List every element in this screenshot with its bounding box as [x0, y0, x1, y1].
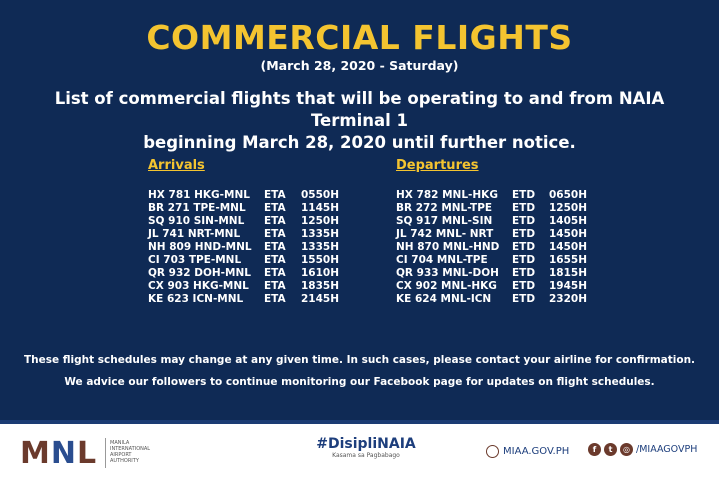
logo-letter-l: L	[76, 436, 98, 471]
flight-row	[148, 254, 345, 267]
flight-row	[148, 293, 345, 306]
arrivals-list	[148, 158, 345, 306]
website-text: MIAA.GOV.PH	[503, 446, 570, 457]
instagram-icon[interactable]: ◎	[620, 443, 633, 456]
departures-list	[396, 158, 593, 306]
flight-type: ETD	[512, 189, 536, 201]
flight-row	[396, 254, 593, 267]
flight-time: 1835H	[301, 280, 340, 292]
flight-row	[148, 280, 345, 293]
flight-type: ETD	[512, 241, 536, 253]
intro-text	[20, 88, 699, 154]
flight-time: 1405H	[549, 215, 588, 227]
flight-time: 1610H	[301, 267, 340, 279]
globe-icon	[486, 445, 499, 458]
flight-row	[396, 189, 593, 202]
flight-code: CI 703 TPE-MNL	[148, 254, 242, 266]
flight-time: 1145H	[301, 202, 340, 214]
flight-type: ETD	[512, 202, 536, 214]
facebook-icon[interactable]: f	[588, 443, 601, 456]
flight-code: SQ 910 SIN-MNL	[148, 215, 245, 227]
flight-type: ETA	[264, 228, 286, 240]
flight-type: ETD	[512, 215, 536, 227]
flight-type: ETA	[264, 267, 286, 279]
flight-code: CX 903 HKG-MNL	[148, 280, 249, 292]
flight-row	[148, 228, 345, 241]
logo-caption: MANILA INTERNATIONAL AIRPORT AUTHORITY	[110, 440, 151, 464]
flight-code: SQ 917 MNL-SIN	[396, 215, 493, 227]
flight-type: ETD	[512, 267, 536, 279]
flight-time: 1450H	[549, 228, 588, 240]
campaign-logo	[296, 436, 436, 459]
flight-time: 1335H	[301, 228, 340, 240]
flight-code: JL 742 MNL- NRT	[396, 228, 494, 240]
flight-row	[396, 202, 593, 215]
flight-time: 1250H	[301, 215, 340, 227]
flight-code: BR 271 TPE-MNL	[148, 202, 246, 214]
flight-type: ETA	[264, 189, 286, 201]
flight-code: CI 704 MNL-TPE	[396, 254, 488, 266]
schedule-change-note: These flight schedules may change at any given time. In such cases, please contact your airline for confirmation.	[23, 354, 696, 366]
flight-row	[148, 189, 345, 202]
facebook-monitor-note: We advice our followers to continue monitoring our Facebook page for updates on flight schedules.	[64, 376, 655, 388]
flight-type: ETA	[264, 202, 286, 214]
flight-code: QR 932 DOH-MNL	[148, 267, 251, 279]
logo-letter-m: M	[20, 436, 51, 471]
flight-type: ETD	[512, 293, 536, 305]
flight-time: 1550H	[301, 254, 340, 266]
flight-type: ETA	[264, 293, 286, 305]
departures-rows	[396, 189, 593, 306]
flight-time: 1945H	[549, 280, 588, 292]
flight-time: 1655H	[549, 254, 588, 266]
flight-code: NH 870 MNL-HND	[396, 241, 500, 253]
flight-code: CX 902 MNL-HKG	[396, 280, 497, 292]
flight-code: NH 809 HND-MNL	[148, 241, 252, 253]
flight-code: JL 741 NRT-MNL	[148, 228, 241, 240]
flight-row	[396, 215, 593, 228]
website-link[interactable]	[486, 445, 569, 458]
flight-row	[148, 267, 345, 280]
social-handle: /MIAAGOVPH	[636, 444, 698, 455]
flight-time: 1815H	[549, 267, 588, 279]
flight-row	[396, 228, 593, 241]
flight-code: KE 624 MNL-ICN	[396, 293, 492, 305]
flight-type: ETD	[512, 228, 536, 240]
flight-type: ETA	[264, 215, 286, 227]
flight-code: HX 782 MNL-HKG	[396, 189, 498, 201]
flight-time: 0550H	[301, 189, 340, 201]
flight-type: ETA	[264, 280, 286, 292]
campaign-hashtag: #DisipliNAIA	[316, 436, 416, 452]
flight-time: 0650H	[549, 189, 588, 201]
flight-time: 2320H	[549, 293, 588, 305]
social-links[interactable]	[588, 443, 697, 456]
flight-row	[396, 241, 593, 254]
flight-row	[396, 280, 593, 293]
flight-row	[148, 241, 345, 254]
flight-row	[396, 267, 593, 280]
flight-row	[148, 215, 345, 228]
flight-time: 1450H	[549, 241, 588, 253]
arrivals-heading: Arrivals	[148, 158, 205, 173]
flight-row	[396, 293, 593, 306]
campaign-tagline: Kasama sa Pagbabago	[332, 452, 400, 459]
flight-type: ETA	[264, 241, 286, 253]
flight-type: ETD	[512, 280, 536, 292]
page-title: COMMERCIAL FLIGHTS	[146, 18, 573, 57]
flight-type: ETD	[512, 254, 536, 266]
flight-code: QR 933 MNL-DOH	[396, 267, 499, 279]
flight-time: 1335H	[301, 241, 340, 253]
departures-heading: Departures	[396, 158, 479, 173]
footer	[0, 424, 719, 480]
flight-row	[148, 202, 345, 215]
flight-time: 1250H	[549, 202, 588, 214]
intro-line-1: List of commercial flights that will be operating to and from NAIA Terminal 1	[54, 89, 665, 130]
intro-line-2: beginning March 28, 2020 until further notice.	[143, 133, 576, 152]
flight-time: 2145H	[301, 293, 340, 305]
logo-letter-n: N	[50, 436, 77, 471]
arrivals-rows	[148, 189, 345, 306]
twitter-icon[interactable]: t	[604, 443, 617, 456]
flight-code: KE 623 ICN-MNL	[148, 293, 244, 305]
mnl-logo	[20, 436, 97, 471]
logo-divider	[105, 438, 106, 468]
flight-code: HX 781 HKG-MNL	[148, 189, 250, 201]
flight-type: ETA	[264, 254, 286, 266]
flight-code: BR 272 MNL-TPE	[396, 202, 493, 214]
date-subtitle: (March 28, 2020 - Saturday)	[260, 58, 459, 73]
